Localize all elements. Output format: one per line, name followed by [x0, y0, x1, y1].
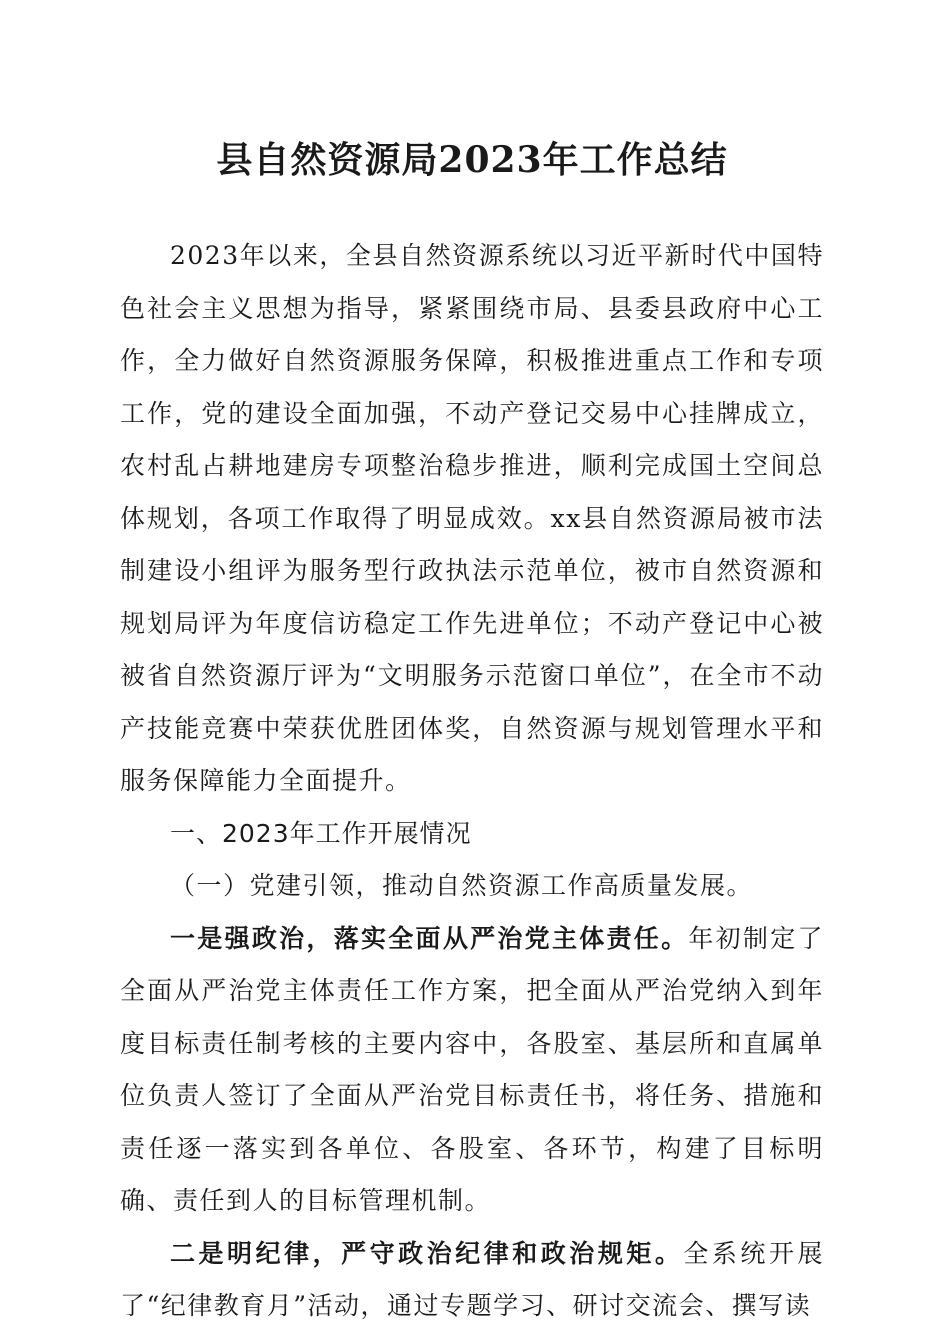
subsection-heading: （一）党建引领，推动自然资源工作高质量发展。: [170, 871, 754, 900]
document-page: [120, 130, 824, 1333]
point-two-body: 全系统开展了“纪律教育月”活动，通过专题学习、研讨交流会、撰写读: [120, 1238, 824, 1320]
point-one-lead: 一是强政治，落实全面从严治党主体责任。: [170, 923, 689, 953]
point-one-paragraph: [120, 913, 824, 1228]
point-two-paragraph: [120, 1228, 824, 1333]
intro-paragraph: 2023年以来，全县自然资源系统以习近平新时代中国特色社会主义思想为指导，紧紧围绕市局、县委县政府中心工作，全力做好自然资源服务保障，积极推进重点工作和专项工作，党的建设全面加强，不动产登记交易中心挂牌成立，农村乱占耕地建房专项整治稳步推进，顺利完成国土空间总体规划，各项工作取得了明显成效。xx县自然资源局被市法制建设小组评为服务型行政执法示范单位，被市自然资源和规划局评为年度信访稳定工作先进单位；不动产登记中心被被省自然资源厅评为“文明服务示范窗口单位”，在全市不动产技能竞赛中荣获优胜团体奖，自然资源与规划管理水平和服务保障能力全面提升。: [120, 241, 824, 795]
point-two-lead: 二是明纪律，严守政治纪律和政治规矩。: [170, 1238, 684, 1268]
point-one-body: 年初制定了全面从严治党主体责任工作方案，把全面从严治党纳入到年度目标责任制考核的主要内容中，各股室、基层所和直属单位负责人签订了全面从严治党目标责任书，将任务、措施和责任逐一落实到各单位、各股室、各环节，构建了目标明确、责任到人的目标管理机制。: [120, 923, 824, 1215]
document-title: 县自然资源局2023年工作总结: [216, 139, 728, 181]
section-heading: 一、2023年工作开展情况: [170, 818, 472, 848]
